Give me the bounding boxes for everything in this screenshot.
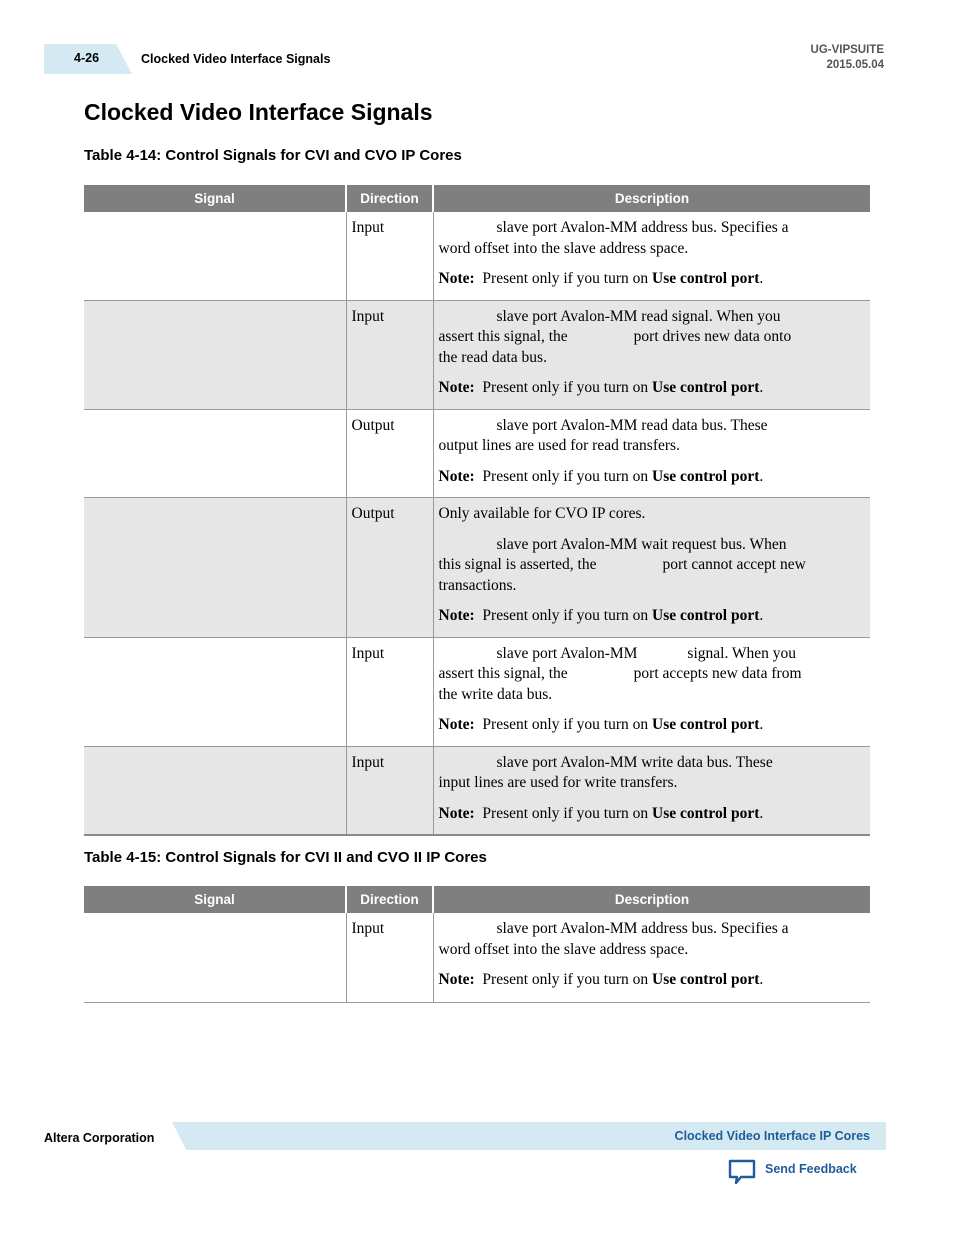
direction-cell: Input (346, 637, 433, 746)
direction-cell: Input (346, 300, 433, 409)
desc-text: word offset into the slave address space. (438, 239, 689, 257)
col-header-description: Description (433, 886, 870, 913)
col-header-signal: Signal (84, 185, 346, 212)
doc-date: 2015.05.04 (826, 59, 884, 71)
description-cell: Only available for CVO IP cores. slave port Avalon-MM wait request bus. When this signal is asserted, the port cannot accept new transactions. Note: Present only if you turn on Use control port. (433, 498, 870, 638)
description-cell: slave port Avalon-MM address bus. Specifies a word offset into the slave address space. Note: Present only if you turn on Use control port. (433, 913, 870, 1002)
signal-cell (84, 498, 346, 638)
table-4-15 (84, 886, 870, 1003)
table-4-14 (84, 185, 870, 836)
signal-cell (84, 212, 346, 300)
description-cell: slave port Avalon-MM read signal. When you assert this signal, the port drives new data onto the read data bus. Note: Present only if you turn on Use control port. (433, 300, 870, 409)
table-row (84, 300, 870, 409)
speech-bubble-icon[interactable] (727, 1158, 757, 1186)
signal-cell (84, 409, 346, 498)
table-4-14-caption: Table 4-14: Control Signals for CVI and CVO IP Cores (84, 147, 462, 164)
direction-cell: Input (346, 746, 433, 835)
note: Note: Present only if you turn on Use control port. (438, 971, 764, 988)
table-row (84, 637, 870, 746)
table-row (84, 746, 870, 835)
col-header-direction: Direction (346, 185, 433, 212)
table-row (84, 212, 870, 300)
col-header-signal: Signal (84, 886, 346, 913)
signal-cell (84, 300, 346, 409)
col-header-description: Description (433, 185, 870, 212)
description-cell: slave port Avalon-MM signal. When you assert this signal, the port accepts new data from the write data bus. Note: Present only if you turn on Use control port. (433, 637, 870, 746)
doc-id: UG-VIPSUITE (810, 44, 884, 56)
doc-id-block (811, 43, 884, 73)
signal-cell (84, 913, 346, 1002)
direction-cell: Output (346, 498, 433, 638)
note: Note: Present only if you turn on Use control port. (438, 607, 764, 624)
signal-cell (84, 746, 346, 835)
note: Note: Present only if you turn on Use control port. (438, 467, 764, 485)
note: Note: Present only if you turn on Use control port. (438, 379, 764, 396)
table-4-15-caption: Table 4-15: Control Signals for CVI II and CVO II IP Cores (84, 849, 487, 866)
table-row (84, 913, 870, 1002)
direction-cell: Output (346, 409, 433, 498)
desc-text: slave port Avalon-MM address bus. Specifies a (496, 219, 789, 236)
page-number: 4-26 (74, 51, 100, 65)
note: Note: Present only if you turn on Use control port. (438, 270, 764, 287)
direction-cell: Input (346, 913, 433, 1002)
description-cell: slave port Avalon-MM write data bus. These input lines are used for write transfers. Note: Present only if you turn on Use control port. (433, 746, 870, 835)
footer-chapter-link[interactable]: Clocked Video Interface IP Cores (674, 1129, 870, 1143)
page-title: Clocked Video Interface Signals (84, 99, 433, 125)
header-section-title: Clocked Video Interface Signals (141, 52, 331, 66)
direction-cell: Input (346, 212, 433, 300)
table-row (84, 409, 870, 498)
description-cell: slave port Avalon-MM read data bus. These output lines are used for read transfers. Note: Present only if you turn on Use control port. (433, 409, 870, 498)
description-cell (433, 212, 870, 300)
col-header-direction: Direction (346, 886, 433, 913)
table-row (84, 498, 870, 638)
send-feedback-link[interactable]: Send Feedback (765, 1162, 857, 1176)
signal-cell (84, 637, 346, 746)
note: Note: Present only if you turn on Use control port. (438, 804, 764, 822)
note: Note: Present only if you turn on Use control port. (438, 716, 764, 733)
footer-company: Altera Corporation (44, 1131, 155, 1145)
